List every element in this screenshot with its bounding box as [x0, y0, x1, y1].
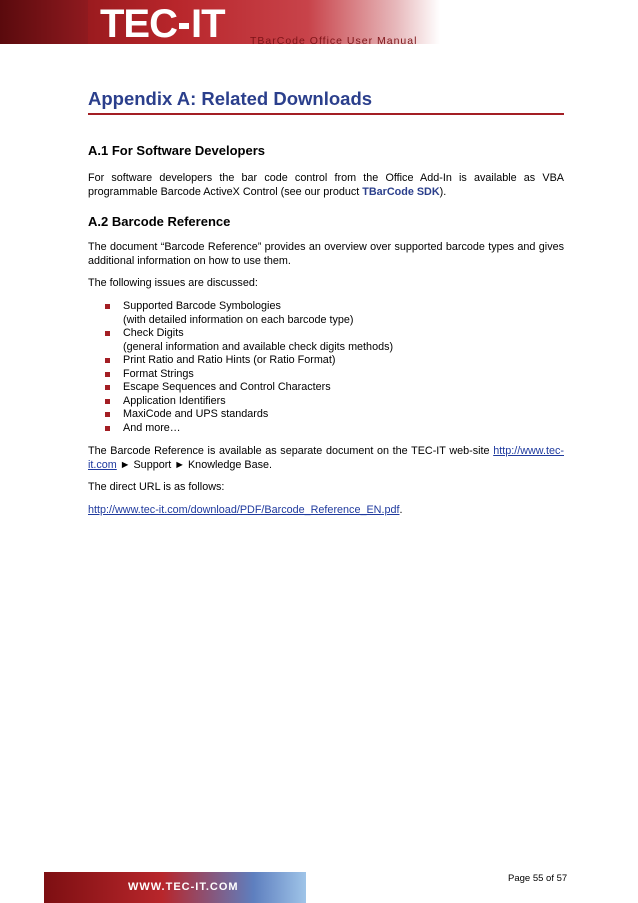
section-a2-intro: The document “Barcode Reference” provides an overview over supported barcode types and gives additional information on how to use them.	[88, 241, 564, 267]
list-item	[88, 422, 564, 436]
issues-intro: The following issues are discussed:	[88, 277, 258, 289]
list-item-label: Print Ratio and Ratio Hints (or Ratio Format)	[123, 354, 336, 366]
availability-text-after: ► Support ► Knowledge Base.	[116, 458, 273, 471]
list-item-note: (general information and available check digits methods)	[123, 340, 394, 353]
bullet-icon	[105, 385, 110, 390]
logo-text-left: TEC	[100, 2, 177, 46]
bullet-icon	[105, 399, 110, 404]
page-number: Page 55 of 57	[508, 873, 568, 884]
list-item-label: Application Identifiers	[123, 394, 226, 407]
list-item	[88, 354, 564, 368]
bullet-icon	[105, 304, 110, 309]
bullet-icon	[105, 426, 110, 431]
list-item-label: Escape Sequences and Control Characters	[123, 381, 331, 393]
tec-it-website-link[interactable]: http://www.tec-it.com	[88, 445, 564, 471]
tbarcode-sdk-product: TBarCode SDK	[362, 185, 440, 198]
direct-url-period: .	[399, 504, 403, 516]
list-item-label: Check Digits	[123, 327, 184, 339]
barcode-reference-pdf-link[interactable]: http://www.tec-it.com/download/PDF/Barcode_Reference_EN.pdf	[88, 504, 400, 516]
bullet-icon	[105, 331, 110, 336]
page-footer	[0, 866, 638, 903]
a1-text-after: ).	[439, 185, 447, 198]
footer-website: WWW.TEC-IT.COM	[128, 881, 239, 893]
availability-paragraph	[88, 445, 564, 472]
list-item-label: Format Strings	[123, 367, 194, 380]
direct-url-paragraph	[88, 504, 564, 518]
section-a2-heading: A.2 Barcode Reference	[88, 214, 231, 229]
list-item-label: Supported Barcode Symbologies	[123, 300, 281, 312]
list-item-label: And more…	[123, 421, 181, 434]
list-item	[88, 408, 564, 422]
list-item	[88, 300, 564, 327]
section-a1-paragraph	[88, 172, 564, 199]
issues-list	[88, 300, 564, 435]
list-item	[88, 381, 564, 395]
availability-text-before: The Barcode Reference is available as separate document on the TEC-IT web-site	[88, 445, 494, 457]
direct-url-intro: The direct URL is as follows:	[88, 481, 225, 493]
page-content	[88, 88, 564, 516]
logo-dash	[179, 23, 189, 29]
bullet-icon	[105, 358, 110, 363]
tec-it-logo	[100, 4, 225, 44]
appendix-title: Appendix A: Related Downloads	[88, 88, 564, 115]
page-header	[0, 0, 638, 48]
logo-text-right: IT	[191, 2, 225, 46]
list-item	[88, 327, 564, 354]
list-item	[88, 368, 564, 382]
bullet-icon	[105, 372, 110, 377]
section-a1-heading: A.1 For Software Developers	[88, 143, 265, 158]
list-item-label: MaxiCode and UPS standards	[123, 408, 269, 420]
list-item	[88, 395, 564, 409]
a1-text-before: For software developers the bar code control from the Office Add-In is available as VBA programmable Barcode ActiveX Control (see our product	[88, 172, 564, 198]
manual-title: TBarCode Office User Manual	[250, 35, 418, 47]
header-banner-shade	[0, 0, 88, 44]
bullet-icon	[105, 412, 110, 417]
list-item-note: (with detailed information on each barcode type)	[123, 313, 354, 326]
